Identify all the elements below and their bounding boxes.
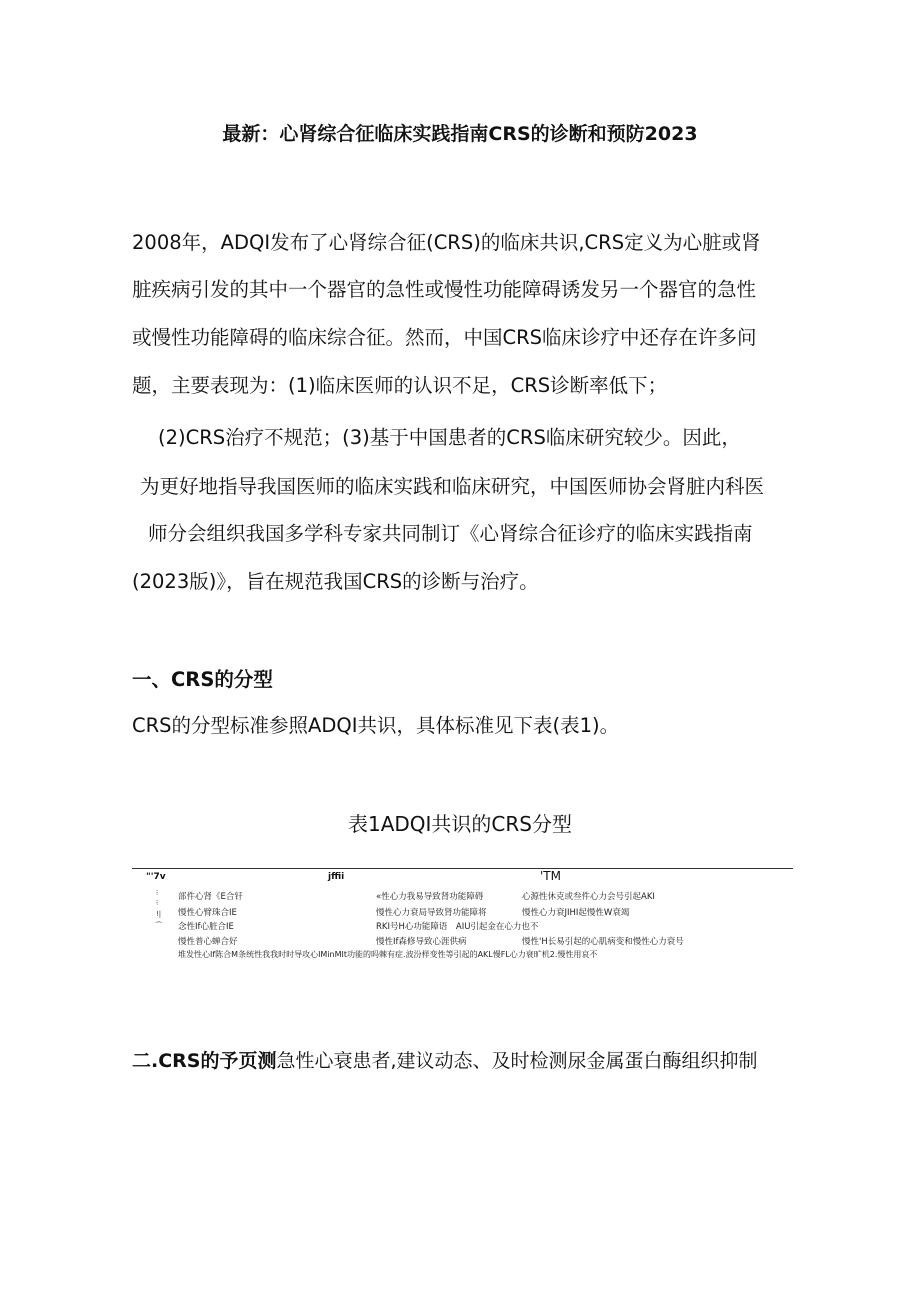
table-cell: 部件心肾《E合钎 bbox=[178, 892, 243, 902]
table-footer-row: 堆发性心If陈合M条统性我我时时导攻心IMinMIt功能的吗棘有症.波汾样变性等引起的AKL慢FL心力衰旷机2.慢性用哀不 bbox=[178, 950, 598, 959]
intro-line: (2023版)》，旨在规范我国CRS的诊断与治疗。 bbox=[132, 570, 539, 593]
side-mark: ⁝ bbox=[156, 889, 159, 897]
section-text: 急性心衰患者,建议动态、及时检测尿金属蛋白酶组织抑制 bbox=[276, 1050, 758, 1072]
intro-line: (2)CRS治疗不规范；(3)基于中国患者的CRS临床研究较少。因此， bbox=[158, 426, 741, 449]
table-cell: 慢性If森修导致心涯供病 bbox=[376, 937, 467, 947]
side-mark: ⁀ bbox=[156, 922, 162, 930]
side-mark: ⁝ bbox=[156, 899, 159, 907]
table-cell: 慢性心臂珠合IE bbox=[178, 908, 237, 918]
side-mark: !| bbox=[156, 910, 162, 918]
document-title: 最新：心肾综合征临床实践指南CRS的诊断和预防2023 bbox=[222, 123, 698, 145]
table-header-cell: jffii bbox=[328, 872, 345, 882]
table-cell: 慢性'H长易引起的心肌病变和慢性心力衰号 bbox=[522, 937, 684, 947]
intro-line: 师分会组织我国多学科专家共同制订《心肾综合征诊疗的临床实践指南 bbox=[148, 522, 753, 545]
section2-line bbox=[132, 1046, 758, 1073]
table-header-cell: 'TM bbox=[540, 869, 561, 883]
table-cell: «性心力我易导致肾功能障碍 bbox=[376, 892, 484, 902]
table-cell: RKI号H心功能障语 AIU引起金在心力也不 bbox=[376, 922, 539, 932]
intro-line: 或慢性功能障碍的临床综合征。然而，中国CRS临床诊疗中还存在许多问 bbox=[132, 326, 757, 349]
section-text: CRS的分型标准参照ADQI共识，具体标准见下表(表1)。 bbox=[132, 714, 620, 737]
table-caption: 表1ADQI共识的CRS分型 bbox=[347, 812, 572, 836]
table-cell: 慢性心力衰JIHI起慢性W衰竭 bbox=[522, 908, 630, 918]
section-heading: 二.CRS的予页测 bbox=[132, 1050, 277, 1072]
intro-line: 脏疾病引发的其中一个器官的急性或慢性功能障碍诱发另一个器官的急性 bbox=[132, 278, 757, 301]
intro-line: 题，主要表现为：(1)临床医师的认识不足，CRS诊断率低下； bbox=[132, 374, 668, 397]
table-header-cell: "'7v bbox=[146, 872, 166, 882]
table-top-rule bbox=[132, 868, 793, 869]
section-heading: 一、CRS的分型 bbox=[132, 668, 273, 691]
table-cell: 慢性普心蝉合好 bbox=[178, 937, 238, 947]
table-cell: 慢性心力衰局导致肾功能障将 bbox=[376, 908, 487, 918]
intro-line: 为更好地指导我国医师的临床实践和临床研究，中国医师协会肾脏内科医 bbox=[140, 475, 765, 498]
table-cell: 念性If心脏合IE bbox=[178, 922, 234, 932]
intro-line: 2008年，ADQI发布了心肾综合征(CRS)的临床共识,CRS定义为心脏或肾 bbox=[132, 231, 761, 254]
table-cell: 心源性休克或叁件心力会号引起AKI bbox=[522, 892, 655, 902]
